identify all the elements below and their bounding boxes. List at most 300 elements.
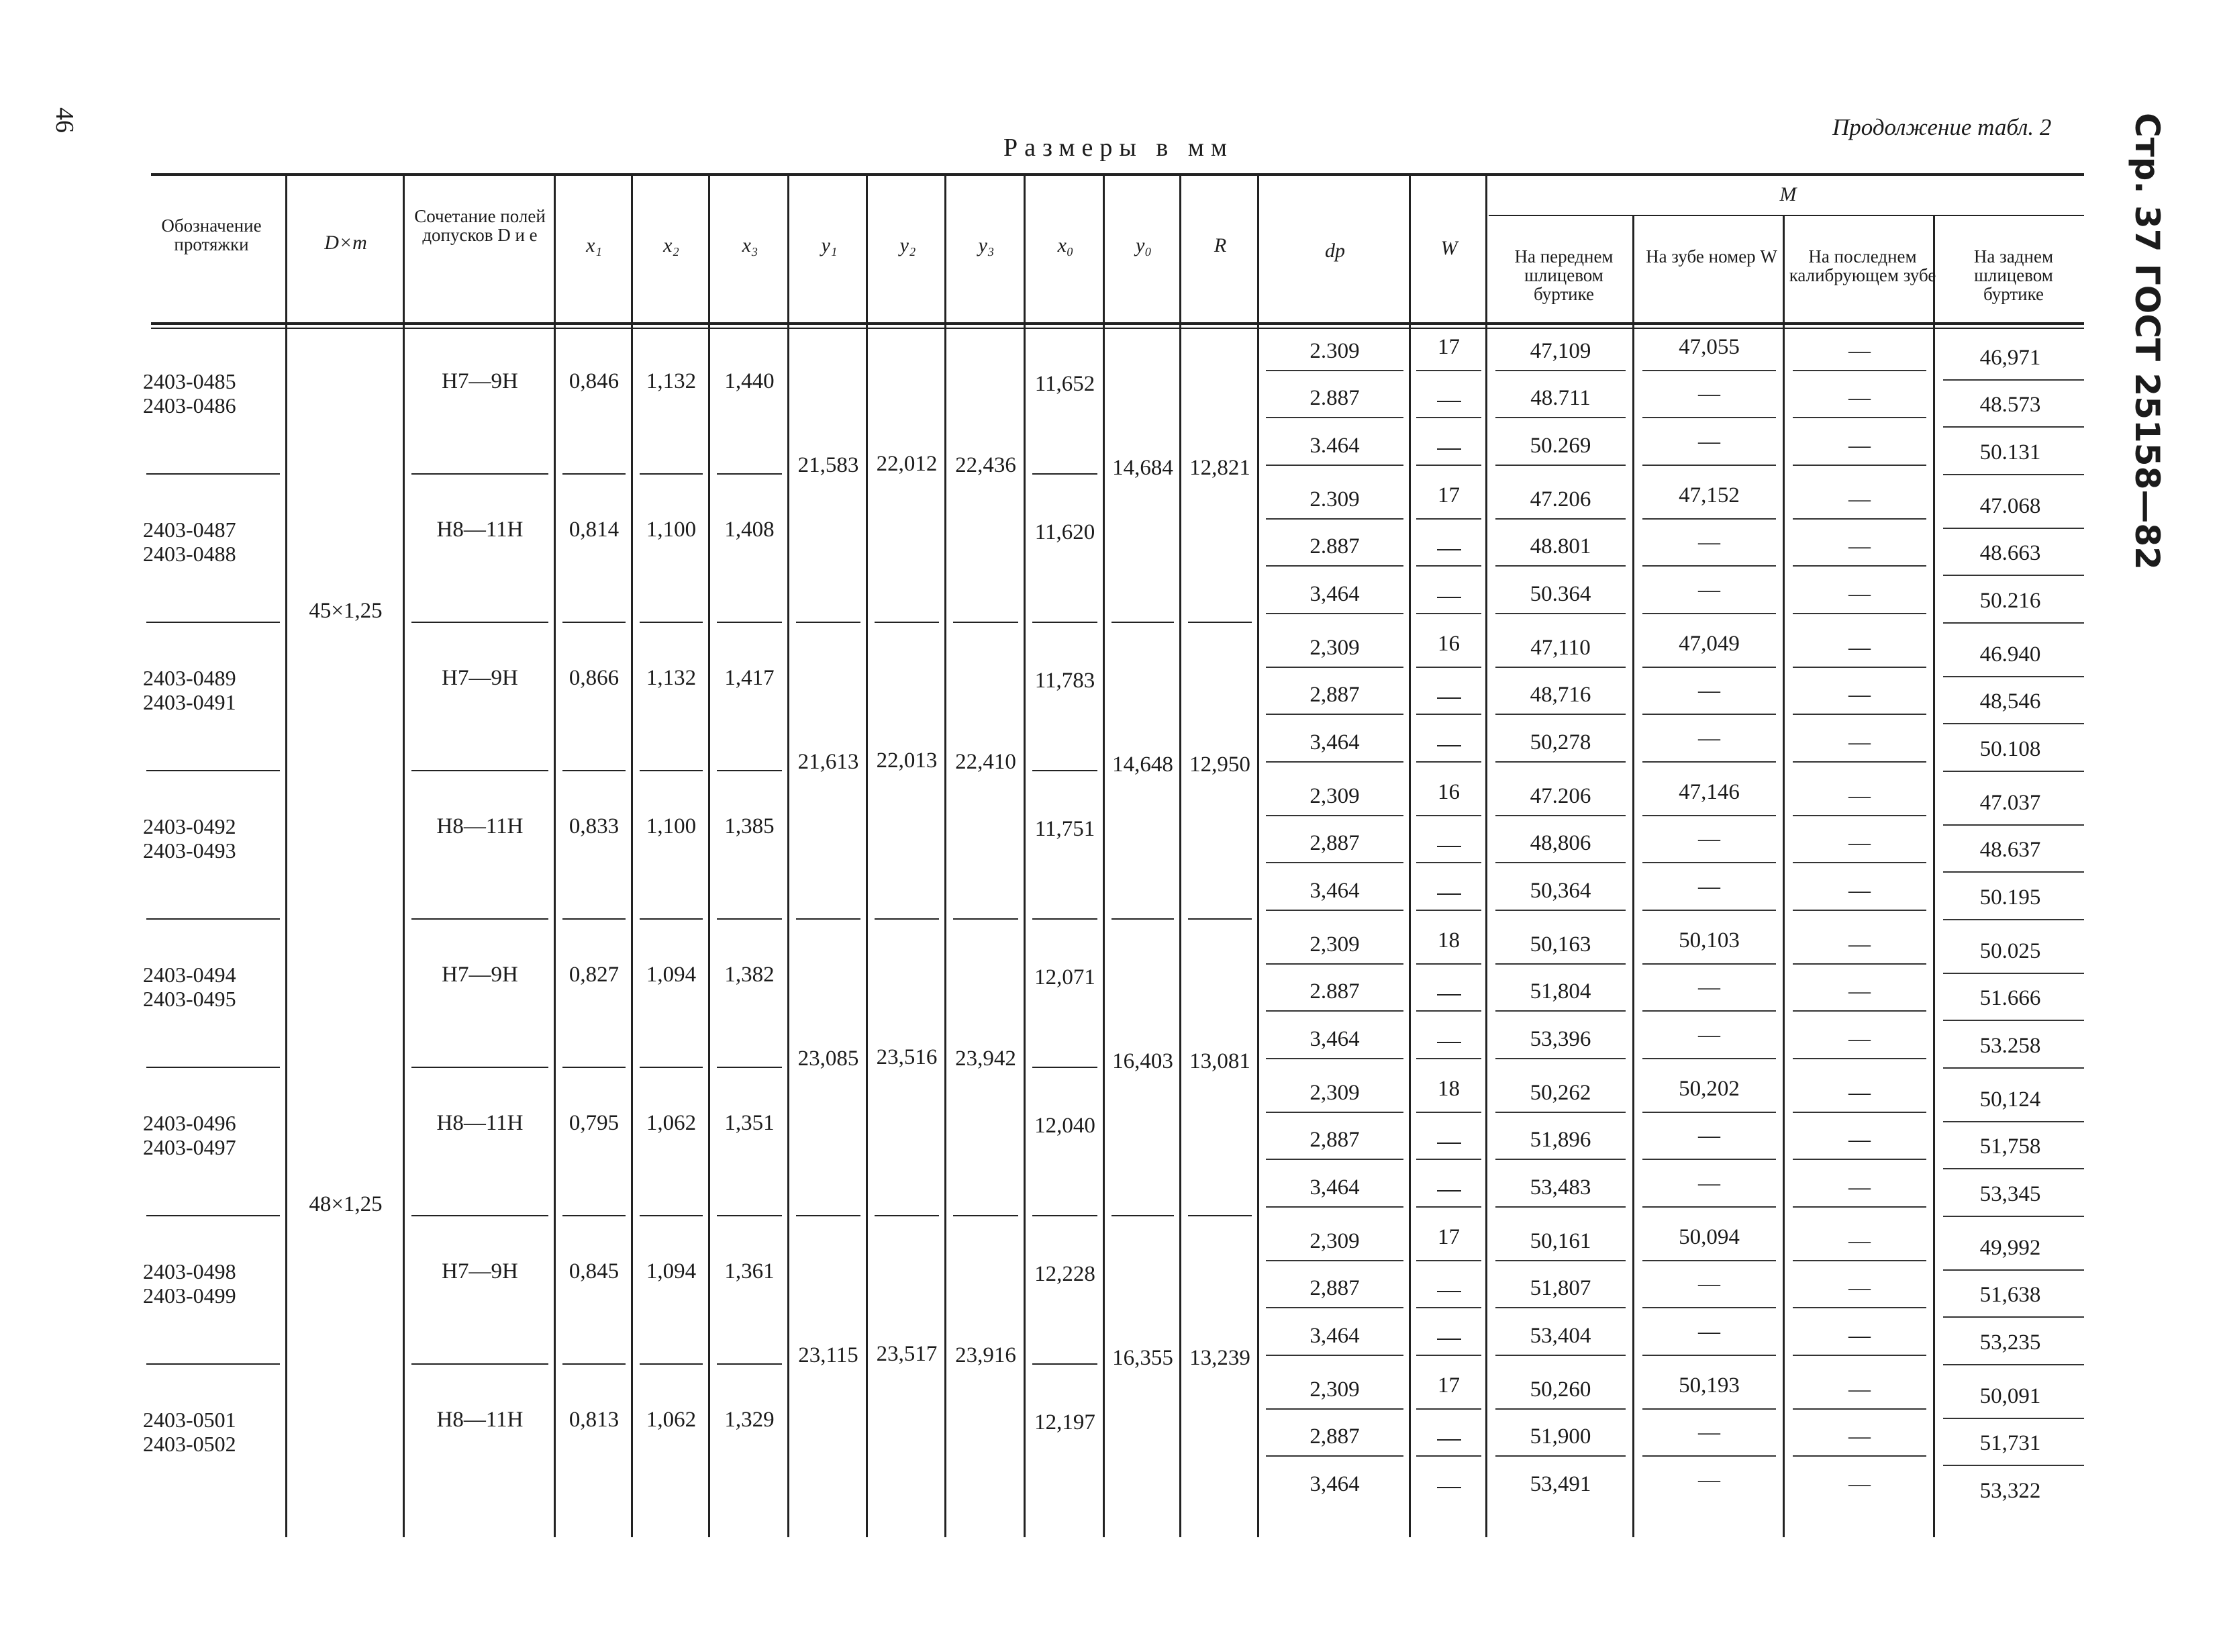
row-underline [1793, 613, 1926, 614]
value-w: 17 [1438, 483, 1460, 507]
value-w [1412, 730, 1485, 755]
value-m-last-tooth: — [1848, 434, 1871, 458]
value-r: 12,950 [1189, 752, 1250, 777]
designation-code: 2403-0501 [143, 1408, 236, 1432]
value-w [1412, 534, 1485, 559]
value-m-front-collar: 50,364 [1530, 879, 1591, 903]
value-m-front-collar: 50,161 [1530, 1229, 1591, 1253]
row-underline [1266, 1058, 1403, 1059]
value-x2: 1,094 [646, 963, 697, 987]
value-m-last-tooth: — [1848, 386, 1871, 410]
row-underline [1642, 1307, 1776, 1308]
value-dp: 2.309 [1309, 339, 1360, 363]
row-underline [1495, 518, 1626, 520]
value-m-tooth-w: — [1698, 1171, 1720, 1196]
value-dp: 2.887 [1309, 534, 1360, 558]
value-m-front-collar: 50,262 [1530, 1081, 1591, 1105]
broach-designation [143, 814, 236, 863]
designation-code: 2403-0497 [143, 1135, 236, 1159]
y-group-separator [953, 1215, 1018, 1216]
value-m-last-tooth: — [1848, 831, 1871, 855]
row-underline [1943, 723, 2084, 724]
units-caption: Размеры в мм [1003, 134, 1234, 162]
value-m-rear-collar: 51,731 [1979, 1431, 2041, 1455]
group-separator [562, 1215, 626, 1216]
group-separator [1032, 1363, 1097, 1365]
value-m-tooth-w: 50,094 [1679, 1225, 1740, 1249]
value-m-rear-collar: 47.037 [1979, 791, 2041, 815]
value-y0: 14,648 [1112, 752, 1173, 777]
row-underline [1793, 667, 1926, 668]
value-m-front-collar: 53,483 [1530, 1175, 1591, 1200]
row-underline [1495, 761, 1626, 763]
value-m-rear-collar: 46.940 [1979, 642, 2041, 667]
tolerance-combination: H7—9H [442, 666, 518, 690]
page-number: 46 [50, 107, 79, 133]
designation-code: 2403-0494 [143, 963, 236, 987]
row-underline [1642, 1058, 1776, 1059]
row-underline [1266, 1010, 1403, 1012]
value-w: 16 [1438, 780, 1460, 804]
row-underline [1416, 1355, 1481, 1356]
row-underline [1793, 910, 1926, 911]
row-underline [1495, 370, 1626, 371]
row-underline [1642, 862, 1776, 863]
value-m-front-collar: 50,278 [1530, 730, 1591, 755]
value-m-tooth-w: 50,193 [1679, 1373, 1740, 1398]
row-underline [1943, 528, 2084, 529]
row-underline [1943, 575, 2084, 576]
value-m-front-collar: 51,896 [1530, 1128, 1591, 1152]
value-dp: 2,309 [1309, 1229, 1360, 1253]
group-separator [562, 918, 626, 920]
value-dp: 2,887 [1309, 1424, 1360, 1449]
tolerance-combination: H7—9H [442, 369, 518, 393]
value-w: 16 [1438, 632, 1460, 656]
row-underline [1266, 1408, 1403, 1410]
column-divider [631, 173, 633, 1537]
y-group-separator [1188, 918, 1252, 920]
row-underline [1416, 1408, 1481, 1410]
value-m-tooth-w: — [1698, 1124, 1720, 1148]
body-top-border [151, 328, 2084, 329]
value-m-last-tooth: — [1848, 1128, 1871, 1152]
value-w [1412, 1175, 1485, 1200]
row-underline [1943, 1168, 2084, 1169]
designation-code: 2403-0487 [143, 518, 236, 542]
value-y3: 22,436 [955, 453, 1016, 477]
value-dp: 2,887 [1309, 683, 1360, 707]
value-m-rear-collar: 49,992 [1979, 1236, 2041, 1260]
broach-designation [143, 1111, 236, 1159]
row-underline [1266, 1455, 1403, 1457]
row-underline [1495, 1058, 1626, 1059]
group-separator [146, 622, 280, 623]
value-m-rear-collar: 50,091 [1979, 1384, 2041, 1408]
tolerance-combination: H7—9H [442, 963, 518, 987]
tolerance-combination: H8—11H [436, 1408, 524, 1432]
row-underline [1943, 379, 2084, 381]
row-underline [1793, 1307, 1926, 1308]
value-m-tooth-w: — [1698, 1320, 1720, 1344]
y-group-separator [1188, 622, 1252, 623]
value-r: 13,239 [1189, 1346, 1250, 1370]
value-x3: 1,361 [724, 1259, 775, 1283]
value-m-tooth-w: — [1698, 530, 1720, 554]
group-separator [146, 1215, 280, 1216]
y-group-separator [875, 622, 939, 623]
value-w [1412, 683, 1485, 708]
value-m-rear-collar: 50.216 [1979, 589, 2041, 613]
value-m-rear-collar: 46,971 [1979, 346, 2041, 370]
value-x1: 0,845 [568, 1259, 620, 1283]
group-separator [1032, 622, 1097, 623]
broach-designation [143, 963, 236, 1011]
value-r: 13,081 [1189, 1049, 1250, 1073]
value-dp: 3,464 [1309, 879, 1360, 903]
group-separator [717, 770, 782, 771]
value-m-last-tooth: — [1848, 1175, 1871, 1200]
value-w [1412, 1027, 1485, 1052]
row-underline [1793, 1058, 1926, 1059]
group-separator [146, 473, 280, 475]
value-y2: 22,012 [876, 452, 938, 476]
row-underline [1943, 1020, 2084, 1021]
group-separator [562, 473, 626, 475]
value-dp: 2,887 [1309, 1128, 1360, 1152]
row-underline [1793, 417, 1926, 418]
row-underline [1495, 417, 1626, 418]
value-m-rear-collar: 50.108 [1979, 737, 2041, 761]
row-underline [1943, 919, 2084, 920]
value-m-tooth-w: — [1698, 1468, 1720, 1492]
row-underline [1793, 1159, 1926, 1160]
value-m-rear-collar: 48.573 [1979, 393, 2041, 417]
row-underline [1266, 1112, 1403, 1113]
row-underline [1416, 565, 1481, 567]
value-x3: 1,329 [724, 1408, 775, 1432]
row-underline [1642, 465, 1776, 466]
value-x2: 1,100 [646, 518, 697, 542]
row-underline [1943, 1121, 2084, 1122]
row-underline [1943, 1269, 2084, 1271]
row-underline [1495, 465, 1626, 466]
value-y1: 23,115 [798, 1343, 858, 1367]
row-underline [1416, 465, 1481, 466]
y-group-separator [1111, 918, 1174, 920]
column-divider [1024, 173, 1026, 1537]
row-underline [1642, 1355, 1776, 1356]
value-w [1412, 582, 1485, 607]
group-separator [411, 1363, 548, 1365]
broach-designation [143, 1259, 236, 1308]
group-separator [146, 770, 280, 771]
value-m-front-collar: 47,110 [1530, 636, 1591, 660]
designation-code: 2403-0499 [143, 1283, 236, 1308]
row-underline [1495, 613, 1626, 614]
group-separator [411, 473, 548, 475]
value-m-front-collar: 48.801 [1530, 534, 1591, 558]
row-underline [1266, 613, 1403, 614]
header-y0: y₀ [1136, 234, 1152, 256]
row-underline [1416, 1206, 1481, 1208]
value-x0: 12,071 [1034, 965, 1095, 989]
value-dp: 2,309 [1309, 784, 1360, 808]
value-dp: 2.887 [1309, 979, 1360, 1004]
header-M: M [1779, 183, 1797, 205]
column-divider [1783, 215, 1785, 1537]
value-m-front-collar: 47.206 [1530, 784, 1591, 808]
row-underline [1793, 370, 1926, 371]
row-underline [1642, 1010, 1776, 1012]
value-m-last-tooth: — [1848, 932, 1871, 957]
header-x2: x₂ [663, 234, 679, 256]
row-underline [1793, 1455, 1926, 1457]
group-separator [717, 1067, 782, 1068]
row-underline [1642, 1408, 1776, 1410]
value-m-rear-collar: 53,322 [1979, 1479, 2041, 1503]
row-underline [1793, 714, 1926, 715]
value-m-last-tooth: — [1848, 487, 1871, 512]
value-m-tooth-w: 47,146 [1679, 780, 1740, 804]
row-underline [1495, 1010, 1626, 1012]
value-w: 17 [1438, 1373, 1460, 1398]
value-m-rear-collar: 53,235 [1979, 1330, 2041, 1355]
row-underline [1495, 910, 1626, 911]
row-underline [1943, 622, 2084, 624]
value-x0: 11,751 [1034, 817, 1095, 841]
value-y1: 21,613 [797, 750, 859, 774]
row-underline [1495, 1112, 1626, 1113]
group-separator [146, 1067, 280, 1068]
y-group-separator [1111, 1215, 1174, 1216]
group-separator [1032, 770, 1097, 771]
row-underline [1943, 973, 2084, 974]
tolerance-combination: H8—11H [436, 518, 524, 542]
value-w [1412, 1128, 1485, 1153]
row-underline [1495, 565, 1626, 567]
value-w [1412, 1472, 1485, 1497]
row-underline [1266, 714, 1403, 715]
header-m-tooth-w: На зубе номер W [1646, 246, 1777, 266]
y-group-separator [875, 918, 939, 920]
value-dp: 2,309 [1309, 636, 1360, 660]
column-divider [787, 173, 789, 1537]
row-underline [1793, 1206, 1926, 1208]
value-w: 18 [1438, 928, 1460, 953]
header-bottom-border [151, 322, 2084, 325]
value-dp: 2,309 [1309, 1377, 1360, 1402]
row-underline [1416, 1058, 1481, 1059]
value-m-front-collar: 51,807 [1530, 1276, 1591, 1300]
row-underline [1416, 1112, 1481, 1113]
value-m-front-collar: 47.206 [1530, 487, 1591, 512]
group-separator [146, 1363, 280, 1365]
value-m-last-tooth: — [1848, 979, 1871, 1004]
row-underline [1943, 824, 2084, 826]
group-separator [562, 770, 626, 771]
designation-code: 2403-0496 [143, 1111, 236, 1135]
value-m-last-tooth: — [1848, 339, 1871, 363]
value-x1: 0,833 [568, 814, 620, 838]
value-m-front-collar: 50.364 [1530, 582, 1591, 606]
value-m-last-tooth: — [1848, 1472, 1871, 1496]
value-w [1412, 1276, 1485, 1301]
row-underline [1416, 417, 1481, 418]
group-separator [640, 1363, 703, 1365]
row-underline [1266, 565, 1403, 567]
header-x1: x₁ [586, 234, 602, 256]
row-underline [1495, 667, 1626, 668]
value-y1: 21,583 [797, 453, 859, 477]
value-m-rear-collar: 48.637 [1979, 838, 2041, 862]
value-m-front-collar: 50,163 [1530, 932, 1591, 957]
header-W: W [1440, 237, 1458, 259]
row-underline [1266, 465, 1403, 466]
designation-code: 2403-0491 [143, 690, 236, 714]
row-underline [1943, 871, 2084, 873]
value-m-last-tooth: — [1848, 1377, 1871, 1402]
value-x0: 12,228 [1034, 1262, 1095, 1286]
value-m-front-collar: 53,404 [1530, 1324, 1591, 1348]
value-m-last-tooth: — [1848, 1324, 1871, 1348]
value-y0: 16,403 [1112, 1049, 1173, 1073]
row-underline [1943, 1216, 2084, 1217]
column-divider [554, 173, 556, 1537]
value-x0: 12,040 [1034, 1114, 1095, 1138]
group-separator [146, 918, 280, 920]
value-dp: 3,464 [1309, 1027, 1360, 1051]
designation-code: 2403-0485 [143, 369, 236, 393]
row-underline [1793, 862, 1926, 863]
value-dp: 2,309 [1309, 932, 1360, 957]
value-x2: 1,100 [646, 814, 697, 838]
value-x1: 0,795 [568, 1111, 620, 1135]
value-m-tooth-w: 47,049 [1679, 632, 1740, 656]
value-m-rear-collar: 51.666 [1979, 986, 2041, 1010]
group-separator [1032, 1215, 1097, 1216]
value-w [1412, 831, 1485, 856]
row-underline [1495, 1408, 1626, 1410]
row-underline [1495, 1206, 1626, 1208]
value-m-tooth-w: 50,202 [1679, 1077, 1740, 1101]
value-m-last-tooth: — [1848, 582, 1871, 606]
header-designation: Обозначение протяжки [161, 215, 262, 254]
value-x1: 0,827 [568, 963, 620, 987]
value-x0: 11,620 [1034, 520, 1095, 544]
value-m-tooth-w: — [1698, 430, 1720, 454]
group-separator [411, 770, 548, 771]
row-underline [1943, 1418, 2084, 1419]
value-m-rear-collar: 48.663 [1979, 541, 2041, 565]
value-m-front-collar: 50.269 [1530, 434, 1591, 458]
row-underline [1943, 1316, 2084, 1318]
value-m-last-tooth: — [1848, 1229, 1871, 1253]
value-m-rear-collar: 50.131 [1979, 440, 2041, 465]
value-dp: 3.464 [1309, 434, 1360, 458]
value-w: 18 [1438, 1077, 1460, 1101]
value-x0: 12,197 [1034, 1410, 1095, 1435]
group-separator [640, 473, 703, 475]
value-x1: 0,814 [568, 518, 620, 542]
value-w [1412, 1324, 1485, 1349]
value-x2: 1,062 [646, 1408, 697, 1432]
tolerance-combination: H7—9H [442, 1259, 518, 1283]
value-w: 17 [1438, 335, 1460, 359]
y-group-separator [953, 918, 1018, 920]
value-m-last-tooth: — [1848, 879, 1871, 903]
value-m-rear-collar: 47.068 [1979, 494, 2041, 518]
row-underline [1642, 370, 1776, 371]
y-group-separator [796, 918, 860, 920]
row-underline [1495, 1159, 1626, 1160]
tolerance-combination: H8—11H [436, 1111, 524, 1135]
header-m-front-collar: На переднем шлицевом буртике [1514, 246, 1614, 304]
value-x2: 1,062 [646, 1111, 697, 1135]
value-w [1412, 979, 1485, 1004]
value-m-rear-collar: 53.258 [1979, 1034, 2041, 1058]
row-underline [1642, 963, 1776, 965]
row-underline [1416, 1455, 1481, 1457]
row-underline [1793, 815, 1926, 816]
row-underline [1943, 676, 2084, 677]
standard-page-header: Стр. 37 ГОСТ 25158—82 [2128, 113, 2167, 570]
value-dp: 3,464 [1309, 1324, 1360, 1348]
value-y3: 23,916 [955, 1343, 1016, 1367]
header-m-divider [1489, 215, 2084, 216]
value-x3: 1,417 [724, 666, 775, 690]
row-underline [1416, 518, 1481, 520]
value-w: 17 [1438, 1225, 1460, 1249]
value-m-rear-collar: 48,546 [1979, 689, 2041, 714]
row-underline [1642, 1206, 1776, 1208]
value-m-tooth-w: — [1698, 578, 1720, 602]
group-separator [562, 622, 626, 623]
y-group-separator [1111, 622, 1174, 623]
column-divider [1103, 173, 1105, 1537]
row-underline [1642, 714, 1776, 715]
row-underline [1495, 1355, 1626, 1356]
row-underline [1416, 714, 1481, 715]
group-separator [640, 1067, 703, 1068]
row-underline [1266, 1159, 1403, 1160]
row-underline [1266, 815, 1403, 816]
value-x0: 11,783 [1034, 669, 1095, 693]
header-x0: x₀ [1057, 234, 1074, 256]
value-m-front-collar: 51,804 [1530, 979, 1591, 1004]
row-underline [1266, 761, 1403, 763]
row-underline [1416, 862, 1481, 863]
group-separator [411, 1215, 548, 1216]
value-m-tooth-w: 47,152 [1679, 483, 1740, 507]
row-underline [1642, 518, 1776, 520]
broach-designation [143, 518, 236, 566]
row-underline [1416, 1010, 1481, 1012]
value-m-rear-collar: 51,758 [1979, 1134, 2041, 1159]
value-x3: 1,440 [724, 369, 775, 393]
value-m-tooth-w: — [1698, 1023, 1720, 1047]
row-underline [1416, 613, 1481, 614]
value-y3: 23,942 [955, 1047, 1016, 1071]
row-underline [1416, 761, 1481, 763]
row-underline [1642, 1260, 1776, 1261]
row-underline [1495, 815, 1626, 816]
table-continuation-label: Продолжение табл. 2 [1832, 114, 2052, 140]
column-divider [944, 173, 946, 1537]
group-separator [411, 1067, 548, 1068]
value-m-tooth-w: — [1698, 1420, 1720, 1445]
value-y0: 14,684 [1112, 456, 1173, 480]
